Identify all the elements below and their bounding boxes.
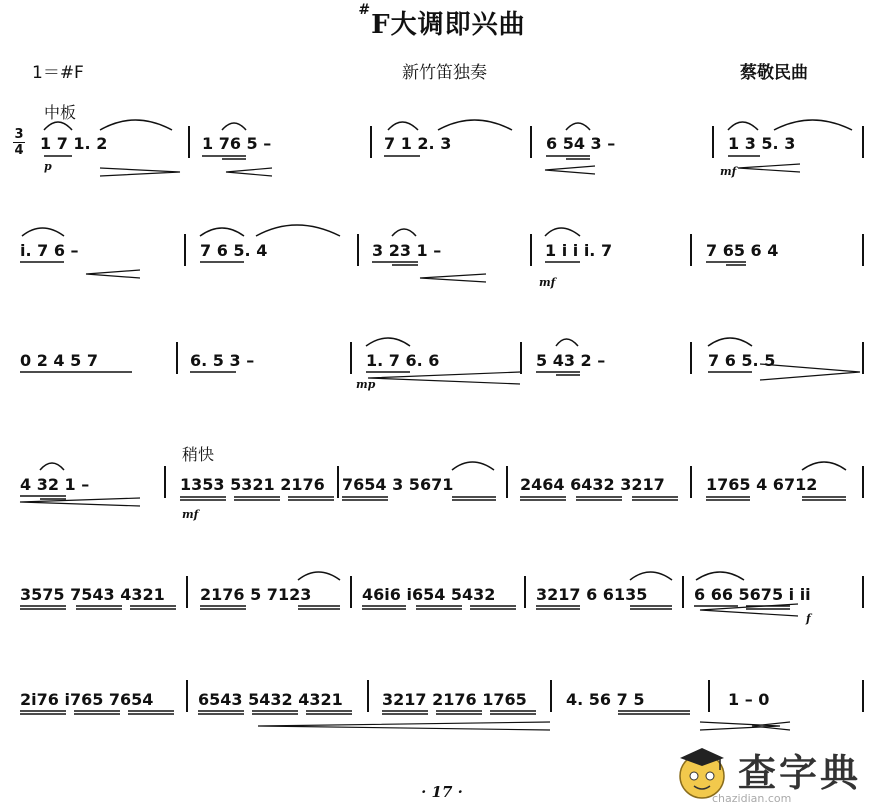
measure-5-2: 2176 5 7123 bbox=[200, 585, 312, 604]
measure-5-3: 46i6 i654 5432 bbox=[362, 585, 496, 604]
measure-6-1: 2i76 i765 7654 bbox=[20, 690, 154, 709]
dynamic-f: f bbox=[806, 612, 811, 625]
measure-3-4: 5 43 2 – bbox=[536, 351, 606, 370]
measure-4-1: 4 32 1 – bbox=[20, 475, 90, 494]
watermark-url: chazidian.com bbox=[712, 792, 792, 805]
measure-3-3: 1. 7 6. 6 bbox=[366, 351, 440, 370]
subtitle: 新竹笛独奏 bbox=[402, 63, 487, 83]
measure-2-4: 1 i i i. 7 bbox=[545, 241, 613, 260]
watermark-text: 查字典 bbox=[738, 751, 862, 795]
dynamic-p: p bbox=[44, 160, 52, 173]
title-sharp: # bbox=[358, 2, 372, 18]
measure-3-1: 0 2 4 5 7 bbox=[20, 351, 98, 370]
measure-2-2: 7 6 5. 4 bbox=[200, 241, 268, 260]
measure-1-4: 6 54 3 – bbox=[546, 134, 616, 153]
dynamic-mp: mp bbox=[356, 378, 376, 391]
time-sig-top: 3 bbox=[14, 127, 24, 142]
measure-5-4: 3217 6 6135 bbox=[536, 585, 648, 604]
measure-5-5: 6 66 5675 i ii bbox=[694, 585, 811, 604]
measure-4-2: 1353 5321 2176 bbox=[180, 475, 325, 494]
measure-1-3: 7 1 2. 3 bbox=[384, 134, 452, 153]
measure-4-5: 1765 4 6712 bbox=[706, 475, 818, 494]
measure-1-5: 1 3 5. 3 bbox=[728, 134, 796, 153]
tempo-marking-1: 中板 bbox=[44, 103, 77, 122]
key-signature: 1＝#F bbox=[32, 63, 84, 83]
measure-3-2: 6. 5 3 – bbox=[190, 351, 255, 370]
tempo-marking-2: 稍快 bbox=[182, 445, 215, 464]
measure-6-4: 4. 56 7 5 bbox=[566, 690, 645, 709]
title-text: F大调即兴曲 bbox=[371, 10, 526, 40]
measure-6-3: 3217 2176 1765 bbox=[382, 690, 527, 709]
measure-1-1: 1 7 1. 2 bbox=[40, 134, 108, 153]
composer: 蔡敬民曲 bbox=[740, 63, 808, 83]
dynamic-mf: mf bbox=[720, 165, 737, 178]
measure-6-2: 6543 5432 4321 bbox=[198, 690, 343, 709]
measure-1-2: 1 76 5 – bbox=[202, 134, 272, 153]
dynamic-mf: mf bbox=[539, 276, 556, 289]
measure-6-5: 1 – 0 bbox=[728, 690, 770, 709]
page-number: · 17 · bbox=[421, 783, 463, 801]
measure-3-5: 7 6 5. 5 bbox=[708, 351, 776, 370]
time-sig-bottom: 4 bbox=[14, 143, 24, 158]
measure-4-4: 2464 6432 3217 bbox=[520, 475, 665, 494]
dynamic-mf: mf bbox=[182, 508, 199, 521]
measure-2-3: 3 23 1 – bbox=[372, 241, 442, 260]
measure-4-3: 7654 3 5671 bbox=[342, 475, 454, 494]
measure-2-5: 7 65 6 4 bbox=[706, 241, 779, 260]
measure-2-1: i. 7 6 – bbox=[20, 241, 79, 260]
measure-5-1: 3575 7543 4321 bbox=[20, 585, 165, 604]
